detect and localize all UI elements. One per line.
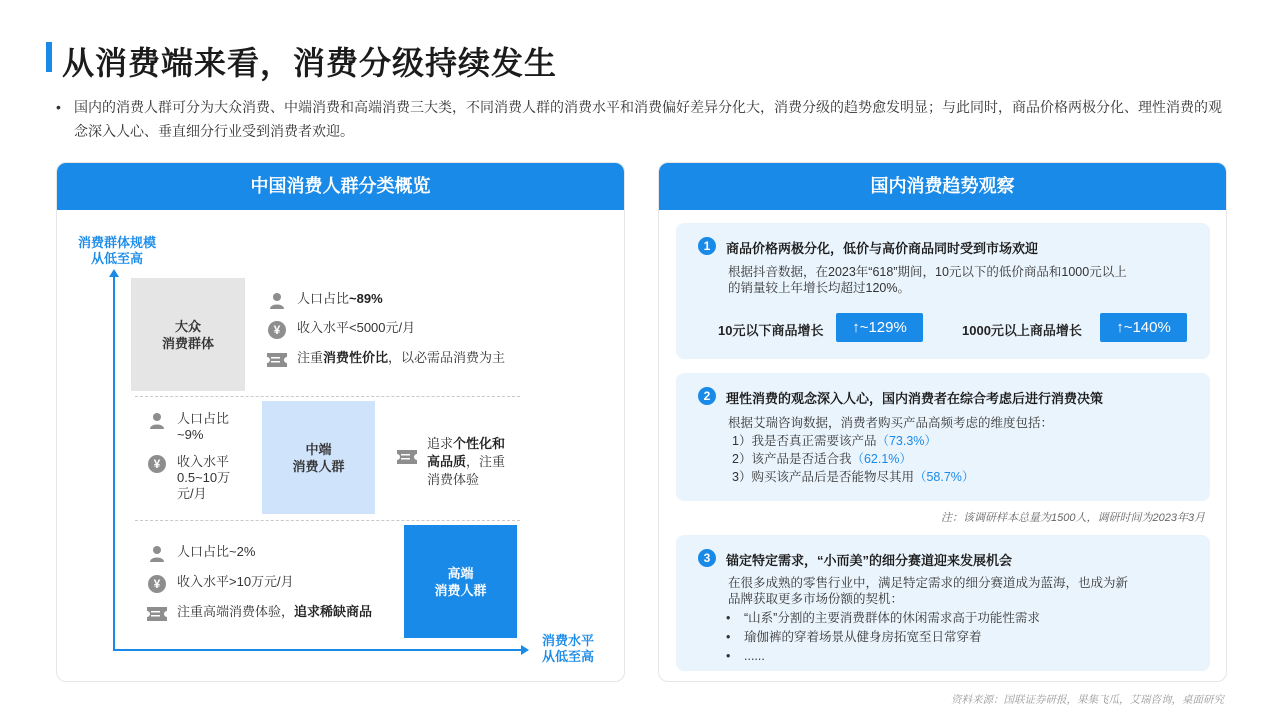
ticket-icon bbox=[397, 447, 417, 467]
card-title: 理性消费的观念深入人心，国内消费者在综合考虑后进行消费决策 bbox=[726, 391, 1104, 406]
title-accent-bar bbox=[46, 42, 52, 72]
person-icon bbox=[267, 291, 287, 311]
high-pref-prefix: 注重高端消费体验， bbox=[177, 604, 295, 619]
mass-name-line1: 大众 bbox=[174, 318, 201, 334]
mid-pref-mid: ，注重 bbox=[466, 454, 506, 469]
consideration-text: 2）该产品是否适合我 bbox=[732, 452, 852, 466]
consideration-item bbox=[728, 468, 1198, 486]
high-income bbox=[147, 574, 294, 594]
ticket-icon bbox=[267, 350, 287, 370]
card-list bbox=[728, 432, 1198, 486]
bullet-item bbox=[726, 647, 1196, 666]
yen-coin-icon: ¥ bbox=[267, 320, 287, 340]
x-axis-label-line1: 消费水平 bbox=[541, 633, 594, 648]
high-preference bbox=[147, 604, 372, 624]
card-text-line2: 品牌获取更多市场份额的契机： bbox=[728, 592, 904, 606]
consideration-item bbox=[728, 450, 1198, 468]
mass-pref-prefix: 注重 bbox=[297, 350, 324, 365]
stat-label-low-price: 10元以下商品增长 bbox=[718, 323, 824, 338]
yen-coin-icon: ¥ bbox=[147, 574, 167, 594]
consumption-trend-panel bbox=[658, 162, 1227, 682]
mid-income-line3: 元/月 bbox=[177, 486, 207, 501]
x-axis-arrow-icon bbox=[521, 645, 529, 655]
consideration-percent: （73.3%） bbox=[876, 434, 937, 448]
x-axis-label bbox=[533, 633, 603, 665]
bullet-list bbox=[726, 609, 1196, 666]
mid-population-value: ~9% bbox=[177, 427, 204, 442]
bullet-text: ...... bbox=[744, 649, 765, 663]
number-badge: 3 bbox=[698, 549, 716, 567]
mid-pref-bold2: 高品质 bbox=[427, 454, 467, 469]
bullet-dot: • bbox=[56, 99, 61, 115]
right-panel-title: 国内消费趋势观察 bbox=[659, 163, 1226, 210]
person-icon bbox=[147, 544, 167, 564]
mass-population-label: 人口占比 bbox=[297, 291, 350, 306]
card-text-line1: 根据抖音数据，在2023年“618”期间，10元以下的低价商品和1000元以上 bbox=[728, 265, 1127, 279]
mass-pref-bold: 消费性价比 bbox=[323, 350, 389, 365]
number-badge: 1 bbox=[698, 237, 716, 255]
yen-coin-icon: ¥ bbox=[147, 454, 167, 474]
mass-consumer-box bbox=[131, 278, 245, 391]
card-title: 商品价格两极分化，低价与高价商品同时受到市场欢迎 bbox=[726, 241, 1039, 256]
mass-population bbox=[267, 291, 383, 311]
consideration-percent: （58.7%） bbox=[913, 470, 975, 484]
bullet-item bbox=[726, 628, 1196, 647]
ticket-icon bbox=[147, 604, 167, 624]
bullet-item bbox=[726, 609, 1196, 628]
consideration-text: 3）购买该产品后是否能物尽其用 bbox=[732, 470, 914, 484]
divider bbox=[135, 396, 520, 397]
consideration-percent: （62.1%） bbox=[851, 452, 912, 466]
source-note: 资料来源：国联证券研报，果集飞瓜，艾瑞咨询，桌面研究 bbox=[951, 694, 1224, 706]
mass-preference bbox=[267, 350, 505, 370]
consideration-item bbox=[728, 432, 1198, 450]
high-pref-bold: 追求稀缺商品 bbox=[294, 604, 373, 619]
mid-name-line1: 中端 bbox=[305, 441, 332, 457]
y-axis-label-line1: 消费群体规模 bbox=[77, 235, 156, 250]
stat-badge-high-price: ↑~140% bbox=[1100, 313, 1187, 342]
bullet-text: 瑜伽裤的穿着场景从健身房拓宽至日常穿着 bbox=[744, 630, 982, 644]
number-badge: 2 bbox=[698, 387, 716, 405]
card-title: 锚定特定需求，“小而美”的细分赛道迎来发展机会 bbox=[726, 553, 1013, 568]
bullet-dot: • bbox=[726, 630, 731, 644]
high-name-line2: 消费人群 bbox=[434, 582, 487, 598]
trend-card-3 bbox=[676, 535, 1210, 671]
mass-population-value: ~89% bbox=[349, 291, 383, 306]
x-axis bbox=[113, 649, 523, 651]
x-axis-label-line2: 从低至高 bbox=[541, 649, 594, 664]
intro-paragraph bbox=[56, 95, 1226, 143]
mass-name-line2: 消费群体 bbox=[161, 335, 214, 351]
mid-population-label: 人口占比 bbox=[177, 411, 230, 426]
card-text-intro: 根据艾瑞咨询数据，消费者购买产品高频考虑的维度包括： bbox=[728, 416, 1054, 430]
high-population-text: 人口占比~2% bbox=[177, 544, 256, 559]
high-income-text: 收入水平>10万元/月 bbox=[177, 574, 294, 589]
trend-card-2 bbox=[676, 373, 1210, 501]
mid-population bbox=[147, 411, 229, 443]
left-panel-title: 中国消费人群分类概览 bbox=[57, 163, 624, 210]
consumer-classification-panel bbox=[56, 162, 625, 682]
card-text-line1: 在很多成熟的零售行业中，满足特定需求的细分赛道成为蓝海，也成为新 bbox=[728, 576, 1129, 590]
high-population bbox=[147, 544, 255, 564]
y-axis bbox=[113, 275, 115, 651]
card-text bbox=[728, 414, 1198, 486]
survey-note: 注：该调研样本总量为1500人，调研时间为2023年3月 bbox=[941, 512, 1206, 524]
high-name-line1: 高端 bbox=[447, 565, 474, 581]
card-text bbox=[728, 575, 1198, 607]
mass-pref-suffix: ，以必需品消费为主 bbox=[388, 350, 506, 365]
mid-pref-prefix: 追求 bbox=[427, 436, 454, 451]
high-consumer-box bbox=[404, 525, 517, 638]
stat-badge-low-price: ↑~129% bbox=[836, 313, 923, 342]
mid-pref-line3: 消费体验 bbox=[427, 472, 480, 487]
bullet-dot: • bbox=[726, 611, 731, 625]
divider bbox=[135, 520, 520, 521]
mid-consumer-box bbox=[262, 401, 375, 514]
page-title: 从消费端来看，消费分级持续发生 bbox=[62, 45, 558, 81]
mid-preference bbox=[397, 435, 505, 489]
stat-label-high-price: 1000元以上商品增长 bbox=[962, 323, 1082, 338]
mid-pref-bold1: 个性化和 bbox=[453, 436, 506, 451]
bullet-dot: • bbox=[726, 649, 731, 663]
card-text-line2: 的销量较上年增长均超过120%。 bbox=[728, 281, 910, 295]
mid-income bbox=[147, 454, 230, 502]
y-axis-label bbox=[77, 235, 157, 267]
trend-card-1 bbox=[676, 223, 1210, 359]
card-text bbox=[728, 264, 1198, 296]
mid-name-line2: 消费人群 bbox=[292, 458, 345, 474]
mid-income-line1: 收入水平 bbox=[177, 454, 230, 469]
mid-income-line2: 0.5~10万 bbox=[177, 470, 231, 485]
mass-income bbox=[267, 320, 415, 340]
bullet-text: “山系”分割的主要消费群体的休闲需求高于功能性需求 bbox=[744, 611, 1040, 625]
consideration-text: 1）我是否真正需要该产品 bbox=[732, 434, 877, 448]
person-icon bbox=[147, 411, 167, 431]
mass-income-text: 收入水平<5000元/月 bbox=[297, 320, 416, 335]
intro-text: 国内的消费人群可分为大众消费、中端消费和高端消费三大类，不同消费人群的消费水平和消费偏好差异分化大，消费分级的趋势愈发明显；与此同时，商品价格两极分化、理性消费的观念深入人心、垂直细分行业受到消费者欢迎。 bbox=[74, 99, 1222, 139]
y-axis-label-line2: 从低至高 bbox=[90, 251, 143, 266]
